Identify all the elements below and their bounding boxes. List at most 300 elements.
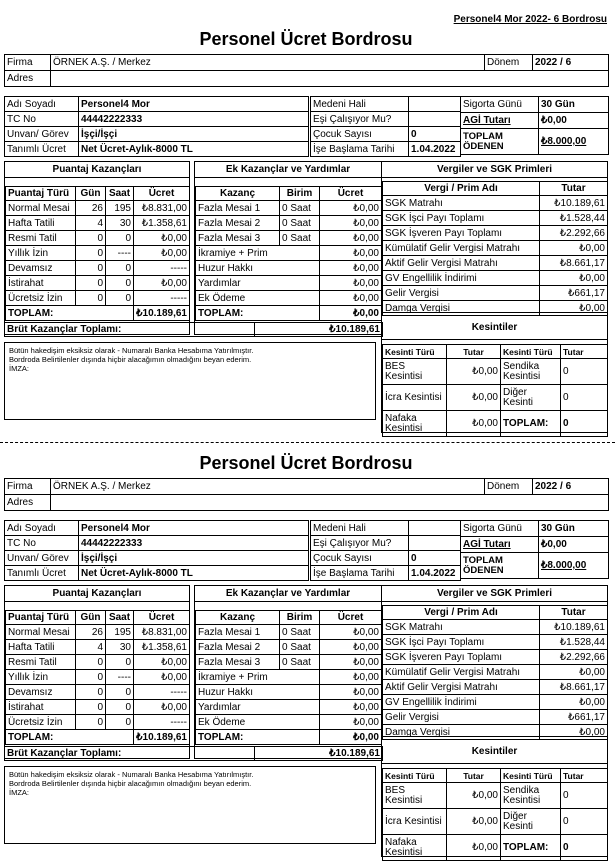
- kesinti-turu: Nafaka Kesintisi: [383, 835, 447, 861]
- table-row: [383, 809, 608, 835]
- vergi-adi: GV Engellilik İndirimi: [383, 695, 540, 710]
- family-info-rows: [311, 97, 461, 157]
- table-row: [383, 680, 608, 695]
- table-row: [196, 625, 382, 640]
- puantaj-type: Ücretsiz İzin: [6, 291, 76, 306]
- declaration-line-3: İMZA:: [9, 788, 29, 797]
- puantaj-gun: 0: [76, 715, 106, 730]
- table-row: [6, 246, 190, 261]
- puantaj-saat: 0: [106, 276, 134, 291]
- agi-value: ₺0,00: [539, 113, 609, 129]
- puantaj-ucret: ₺8.831,00: [134, 625, 190, 640]
- kesintiler-table: [382, 768, 608, 861]
- puantaj-ucret: ₺0,00: [134, 670, 190, 685]
- kesinti-tutar-2: 0: [561, 809, 608, 835]
- info-row: [5, 551, 309, 566]
- col-birim: Birim: [280, 187, 320, 201]
- table-row: [6, 670, 190, 685]
- ek-kazanclar-panel: [194, 585, 382, 759]
- ek-kazanc: Fazla Mesai 2: [196, 640, 280, 655]
- ek-kazanc: Fazla Mesai 1: [196, 625, 280, 640]
- kesinti-tutar-2: 0: [561, 783, 608, 809]
- col-kesinti-tutar-2: Tutar: [561, 769, 608, 783]
- puantaj-type: Yıllık İzin: [6, 246, 76, 261]
- kesintiler-header: Kesintiler: [382, 740, 607, 764]
- puantaj-gun: 26: [76, 201, 106, 216]
- ek-kazanc: Yardımlar: [196, 276, 320, 291]
- table-row: [6, 276, 190, 291]
- ek-ucret: ₺0,00: [320, 640, 382, 655]
- table-row: [196, 670, 382, 685]
- vergi-table: [382, 181, 608, 316]
- puantaj-ucret: -----: [134, 685, 190, 700]
- vergi-table: [382, 605, 608, 740]
- table-row: [383, 196, 608, 211]
- puantaj-table: [5, 186, 190, 321]
- vergi-tutar: ₺661,17: [540, 286, 608, 301]
- donem-value: 2022 / 6: [533, 55, 609, 71]
- vergi-adi: SGK İşveren Payı Toplamı: [383, 650, 540, 665]
- vergi-adi: SGK Matrahı: [383, 620, 540, 635]
- slip-title: Personel Ücret Bordrosu: [199, 453, 413, 473]
- ek-ucret: ₺0,00: [320, 246, 382, 261]
- firma-value: ÖRNEK A.Ş. / Merkez: [51, 55, 485, 71]
- vergi-header: Vergiler ve SGK Primleri: [382, 162, 607, 178]
- info-value: Net Ücret-Aylık-8000 TL: [79, 142, 309, 157]
- kesinti-turu-2: Sendika Kesintisi: [501, 783, 561, 809]
- brut-label: Brüt Kazançlar Toplamı:: [5, 747, 255, 761]
- table-row: [196, 276, 382, 291]
- brut-table: [4, 322, 383, 337]
- table-row: [383, 695, 608, 710]
- vergi-tutar: ₺0,00: [540, 725, 608, 740]
- puantaj-saat: 30: [106, 216, 134, 231]
- col-kesinti-turu-2: Kesinti Türü: [501, 345, 561, 359]
- puantaj-gun: 0: [76, 291, 106, 306]
- ek-total-value: ₺0,00: [320, 730, 382, 745]
- table-row: [6, 715, 190, 730]
- kesinti-turu-2: Diğer Kesinti: [501, 385, 561, 411]
- info-label: Adı Soyadı: [5, 521, 79, 536]
- puantaj-saat: ----: [106, 246, 134, 261]
- vergi-panel: [381, 585, 608, 737]
- info-row: [311, 536, 461, 551]
- toplam-odenen-label: TOPLAM ÖDENEN: [461, 129, 539, 155]
- personal-info-rows: [5, 97, 309, 157]
- kesinti-tutar-2: 0: [561, 411, 608, 437]
- info-label: Medeni Hali: [311, 521, 409, 536]
- payroll-slip-2: [4, 452, 608, 858]
- info-row: [311, 521, 461, 536]
- agi-label: AGİ Tutarı: [461, 537, 539, 553]
- firma-value: ÖRNEK A.Ş. / Merkez: [51, 479, 485, 495]
- vergi-adi: Gelir Vergisi: [383, 286, 540, 301]
- toplam-odenen-value: ₺8.000,00: [539, 553, 609, 579]
- kesinti-tutar: ₺0,00: [447, 783, 501, 809]
- puantaj-saat: 0: [106, 261, 134, 276]
- info-label: Medeni Hali: [311, 97, 409, 112]
- table-row: [196, 291, 382, 306]
- info-value: 1.04.2022: [409, 142, 461, 157]
- col-ek-ucret: Ücret: [320, 611, 382, 625]
- personal-info-table: [4, 96, 309, 157]
- declaration-line-1: Bütün hakedişim eksiksiz olarak - Numaralı Banka Hesabıma Yatırılmıştır.: [9, 346, 254, 355]
- payment-summary-table: [460, 520, 609, 579]
- vergi-adi: Kümülatif Gelir Vergisi Matrahı: [383, 241, 540, 256]
- table-row: [383, 286, 608, 301]
- ek-kazanc: Huzur Hakkı: [196, 261, 320, 276]
- ek-total-value: ₺0,00: [320, 306, 382, 321]
- ek-ucret: ₺0,00: [320, 685, 382, 700]
- puantaj-type: Ücretsiz İzin: [6, 715, 76, 730]
- puantaj-gun: 0: [76, 276, 106, 291]
- family-info-table: [310, 96, 461, 157]
- vergi-adi: SGK İşci Payı Toplamı: [383, 635, 540, 650]
- puantaj-gun: 0: [76, 231, 106, 246]
- col-kesinti-turu-1: Kesinti Türü: [383, 345, 447, 359]
- vergi-tutar: ₺2.292,66: [540, 226, 608, 241]
- table-row: [6, 625, 190, 640]
- info-label: Çocuk Sayısı: [311, 551, 409, 566]
- info-label: Unvan/ Görev: [5, 551, 79, 566]
- puantaj-ucret: ₺0,00: [134, 276, 190, 291]
- info-label: İşe Başlama Tarihi: [311, 566, 409, 581]
- table-row: [383, 385, 608, 411]
- info-row: [5, 142, 309, 157]
- table-row: [383, 620, 608, 635]
- ek-kazanclar-header: Ek Kazançlar ve Yardımlar: [195, 162, 381, 178]
- info-row: [5, 536, 309, 551]
- table-row: [196, 246, 382, 261]
- ek-kazanc: İkramiye + Prim: [196, 670, 320, 685]
- table-row: [383, 783, 608, 809]
- puantaj-saat: 0: [106, 291, 134, 306]
- personal-info-rows: [5, 521, 309, 581]
- info-label: Adı Soyadı: [5, 97, 79, 112]
- adres-value: [51, 495, 609, 511]
- ek-ucret: ₺0,00: [320, 291, 382, 306]
- puantaj-ucret: -----: [134, 291, 190, 306]
- vergi-adi: Damga Vergisi: [383, 301, 540, 316]
- kesinti-tutar: ₺0,00: [447, 835, 501, 861]
- ek-kazanc: Fazla Mesai 2: [196, 216, 280, 231]
- kesinti-turu: İcra Kesintisi: [383, 809, 447, 835]
- info-row: [311, 97, 461, 112]
- vergi-tutar: ₺0,00: [540, 301, 608, 316]
- vergi-adi: Aktif Gelir Vergisi Matrahı: [383, 680, 540, 695]
- col-saat: Saat: [106, 611, 134, 625]
- info-value: [409, 521, 461, 536]
- table-row: [383, 635, 608, 650]
- puantaj-panel: [4, 161, 190, 335]
- toplam-odenen-value: ₺8.000,00: [539, 129, 609, 155]
- firma-label: Firma: [5, 55, 51, 71]
- declaration-line-3: İMZA:: [9, 364, 29, 373]
- ek-ucret: ₺0,00: [320, 261, 382, 276]
- col-ucret: Ücret: [134, 611, 190, 625]
- table-row: [196, 261, 382, 276]
- vergi-tutar: ₺0,00: [540, 241, 608, 256]
- puantaj-type: Resmi Tatil: [6, 231, 76, 246]
- puantaj-type: Hafta Tatili: [6, 640, 76, 655]
- cut-line: [0, 442, 615, 443]
- table-row: [196, 685, 382, 700]
- ek-birim: 0 Saat: [280, 640, 320, 655]
- info-value: [409, 536, 461, 551]
- table-row: [196, 231, 382, 246]
- firma-table: [4, 478, 609, 511]
- table-row: [383, 665, 608, 680]
- col-kazanc: Kazanç: [196, 611, 280, 625]
- info-value: 1.04.2022: [409, 566, 461, 581]
- ek-kazanc: Huzur Hakkı: [196, 685, 320, 700]
- puantaj-gun: 4: [76, 216, 106, 231]
- col-kesinti-turu-2: Kesinti Türü: [501, 769, 561, 783]
- col-vergi-adi: Vergi / Prim Adı: [383, 606, 540, 620]
- table-row: [196, 715, 382, 730]
- table-row: [6, 231, 190, 246]
- puantaj-ucret: -----: [134, 715, 190, 730]
- vergi-tutar: ₺0,00: [540, 665, 608, 680]
- declaration-note: [4, 342, 376, 420]
- table-row: [6, 201, 190, 216]
- puantaj-gun: 0: [76, 655, 106, 670]
- ek-total-label: TOPLAM:: [196, 306, 320, 321]
- col-gun: Gün: [76, 611, 106, 625]
- info-row: [5, 112, 309, 127]
- table-row: [383, 725, 608, 740]
- vergi-adi: GV Engellilik İndirimi: [383, 271, 540, 286]
- document-header-label: Personel4 Mor 2022- 6 Bordrosu: [453, 14, 607, 25]
- col-saat: Saat: [106, 187, 134, 201]
- toplam-odenen-label: TOPLAM ÖDENEN: [461, 553, 539, 579]
- slip-title: Personel Ücret Bordrosu: [199, 29, 413, 49]
- col-kesinti-tutar-2: Tutar: [561, 345, 608, 359]
- donem-label: Dönem: [485, 55, 533, 71]
- info-row: [5, 97, 309, 112]
- info-row: [311, 127, 461, 142]
- ek-total-label: TOPLAM:: [196, 730, 320, 745]
- puantaj-ucret: ₺0,00: [134, 231, 190, 246]
- declaration-line-1: Bütün hakedişim eksiksiz olarak - Numaralı Banka Hesabıma Yatırılmıştır.: [9, 770, 254, 779]
- info-value: İşçi/İşçi: [79, 127, 309, 142]
- ek-kazanc: Yardımlar: [196, 700, 320, 715]
- col-ek-ucret: Ücret: [320, 187, 382, 201]
- puantaj-ucret: ₺8.831,00: [134, 201, 190, 216]
- puantaj-saat: 195: [106, 201, 134, 216]
- info-value: 44442222333: [79, 536, 309, 551]
- table-row: [196, 700, 382, 715]
- ek-ucret: ₺0,00: [320, 201, 382, 216]
- info-label: Eşi Çalışıyor Mu?: [311, 112, 409, 127]
- puantaj-type: İstirahat: [6, 700, 76, 715]
- vergi-tutar: ₺8.661,17: [540, 256, 608, 271]
- info-value: [409, 97, 461, 112]
- col-puantaj-turu: Puantaj Türü: [6, 611, 76, 625]
- vergi-adi: SGK İşveren Payı Toplamı: [383, 226, 540, 241]
- ek-ucret: ₺0,00: [320, 216, 382, 231]
- kesintiler-header: Kesintiler: [382, 316, 607, 340]
- table-row: [196, 216, 382, 231]
- adres-label: Adres: [5, 495, 51, 511]
- vergi-adi: Gelir Vergisi: [383, 710, 540, 725]
- vergi-adi: Aktif Gelir Vergisi Matrahı: [383, 256, 540, 271]
- puantaj-type: Yıllık İzin: [6, 670, 76, 685]
- adres-value: [51, 71, 609, 87]
- puantaj-saat: ----: [106, 670, 134, 685]
- puantaj-ucret: -----: [134, 261, 190, 276]
- info-label: Tanımlı Ücret: [5, 566, 79, 581]
- puantaj-header: Puantaj Kazançları: [5, 586, 189, 602]
- puantaj-type: Resmi Tatil: [6, 655, 76, 670]
- firma-table: [4, 54, 609, 87]
- col-puantaj-turu: Puantaj Türü: [6, 187, 76, 201]
- col-kesinti-tutar-1: Tutar: [447, 345, 501, 359]
- table-row: [196, 201, 382, 216]
- declaration-line-2: Bordroda Belirtilenler dışında hiçbir alacağımın olmadığını beyan ederim.: [9, 355, 252, 364]
- puantaj-saat: 0: [106, 715, 134, 730]
- puantaj-header: Puantaj Kazançları: [5, 162, 189, 178]
- info-label: İşe Başlama Tarihi: [311, 142, 409, 157]
- ek-kazanc: Fazla Mesai 1: [196, 201, 280, 216]
- kesintiler-table: [382, 344, 608, 437]
- payroll-slip-1: [4, 28, 608, 434]
- puantaj-gun: 4: [76, 640, 106, 655]
- col-kesinti-turu-1: Kesinti Türü: [383, 769, 447, 783]
- col-birim: Birim: [280, 611, 320, 625]
- info-value: Net Ücret-Aylık-8000 TL: [79, 566, 309, 581]
- info-label: TC No: [5, 112, 79, 127]
- info-label: Unvan/ Görev: [5, 127, 79, 142]
- col-gun: Gün: [76, 187, 106, 201]
- ek-kazanc: Ek Ödeme: [196, 715, 320, 730]
- vergi-tutar: ₺0,00: [540, 271, 608, 286]
- ek-kazanc: Fazla Mesai 3: [196, 231, 280, 246]
- vergi-tutar: ₺8.661,17: [540, 680, 608, 695]
- ek-ucret: ₺0,00: [320, 276, 382, 291]
- info-row: [5, 521, 309, 536]
- kesinti-turu: Nafaka Kesintisi: [383, 411, 447, 437]
- kesinti-turu: İcra Kesintisi: [383, 385, 447, 411]
- brut-table: [4, 746, 383, 761]
- kesinti-tutar: ₺0,00: [447, 411, 501, 437]
- puantaj-panel: [4, 585, 190, 759]
- kesinti-tutar-2: 0: [561, 835, 608, 861]
- info-row: [311, 142, 461, 157]
- puantaj-ucret: ₺1.358,61: [134, 216, 190, 231]
- puantaj-ucret: ₺0,00: [134, 700, 190, 715]
- table-row: [6, 655, 190, 670]
- info-value: Personel4 Mor: [79, 521, 309, 536]
- col-vergi-adi: Vergi / Prim Adı: [383, 182, 540, 196]
- table-row: [6, 216, 190, 231]
- table-row: [383, 650, 608, 665]
- puantaj-total-label: TOPLAM:: [6, 730, 134, 745]
- personal-info-table: [4, 520, 309, 581]
- payment-summary-table: [460, 96, 609, 155]
- ek-ucret: ₺0,00: [320, 715, 382, 730]
- ek-birim: 0 Saat: [280, 655, 320, 670]
- kesinti-turu: BES Kesintisi: [383, 783, 447, 809]
- vergi-tutar: ₺2.292,66: [540, 650, 608, 665]
- vergi-tutar: ₺10.189,61: [540, 196, 608, 211]
- sigorta-gunu-label: Sigorta Günü: [461, 97, 539, 113]
- adres-label: Adres: [5, 71, 51, 87]
- brut-value: ₺10.189,61: [255, 747, 383, 761]
- info-value: [409, 112, 461, 127]
- puantaj-ucret: ₺0,00: [134, 246, 190, 261]
- puantaj-total-value: ₺10.189,61: [134, 306, 190, 321]
- kesinti-tutar-2: 0: [561, 359, 608, 385]
- kesintiler-panel: [381, 315, 608, 433]
- puantaj-saat: 0: [106, 231, 134, 246]
- table-row: [196, 655, 382, 670]
- puantaj-gun: 26: [76, 625, 106, 640]
- table-row: [383, 256, 608, 271]
- vergi-adi: SGK İşci Payı Toplamı: [383, 211, 540, 226]
- col-kesinti-tutar-1: Tutar: [447, 769, 501, 783]
- ek-ucret: ₺0,00: [320, 670, 382, 685]
- col-kazanc: Kazanç: [196, 187, 280, 201]
- puantaj-gun: 0: [76, 670, 106, 685]
- puantaj-gun: 0: [76, 246, 106, 261]
- table-row: [6, 700, 190, 715]
- puantaj-type: Normal Mesai: [6, 201, 76, 216]
- table-row: [6, 685, 190, 700]
- puantaj-type: İstirahat: [6, 276, 76, 291]
- info-label: Tanımlı Ücret: [5, 142, 79, 157]
- vergi-header: Vergiler ve SGK Primleri: [382, 586, 607, 602]
- table-row: [383, 359, 608, 385]
- sigorta-gunu-value: 30 Gün: [539, 97, 609, 113]
- ek-ucret: ₺0,00: [320, 625, 382, 640]
- puantaj-gun: 0: [76, 700, 106, 715]
- declaration-note: [4, 766, 376, 844]
- table-row: [383, 835, 608, 861]
- puantaj-type: Devamsız: [6, 685, 76, 700]
- col-vergi-tutar: Tutar: [540, 182, 608, 196]
- ek-birim: 0 Saat: [280, 625, 320, 640]
- puantaj-saat: 0: [106, 685, 134, 700]
- info-row: [5, 127, 309, 142]
- kesinti-tutar-2: 0: [561, 385, 608, 411]
- brut-value: ₺10.189,61: [255, 323, 383, 337]
- donem-label: Dönem: [485, 479, 533, 495]
- firma-label: Firma: [5, 479, 51, 495]
- declaration-line-2: Bordroda Belirtilenler dışında hiçbir alacağımın olmadığını beyan ederim.: [9, 779, 252, 788]
- table-row: [6, 640, 190, 655]
- ek-birim: 0 Saat: [280, 216, 320, 231]
- col-vergi-tutar: Tutar: [540, 606, 608, 620]
- ek-birim: 0 Saat: [280, 201, 320, 216]
- puantaj-type: Hafta Tatili: [6, 216, 76, 231]
- info-value: 0: [409, 127, 461, 142]
- table-row: [196, 640, 382, 655]
- table-row: [383, 226, 608, 241]
- vergi-adi: SGK Matrahı: [383, 196, 540, 211]
- info-value: 0: [409, 551, 461, 566]
- vergi-tutar: ₺10.189,61: [540, 620, 608, 635]
- family-info-rows: [311, 521, 461, 581]
- ek-ucret: ₺0,00: [320, 655, 382, 670]
- table-row: [383, 211, 608, 226]
- table-row: [383, 241, 608, 256]
- vergi-tutar: ₺661,17: [540, 710, 608, 725]
- puantaj-table: [5, 610, 190, 745]
- info-row: [311, 566, 461, 581]
- kesinti-turu-2: TOPLAM:: [501, 411, 561, 437]
- donem-value: 2022 / 6: [533, 479, 609, 495]
